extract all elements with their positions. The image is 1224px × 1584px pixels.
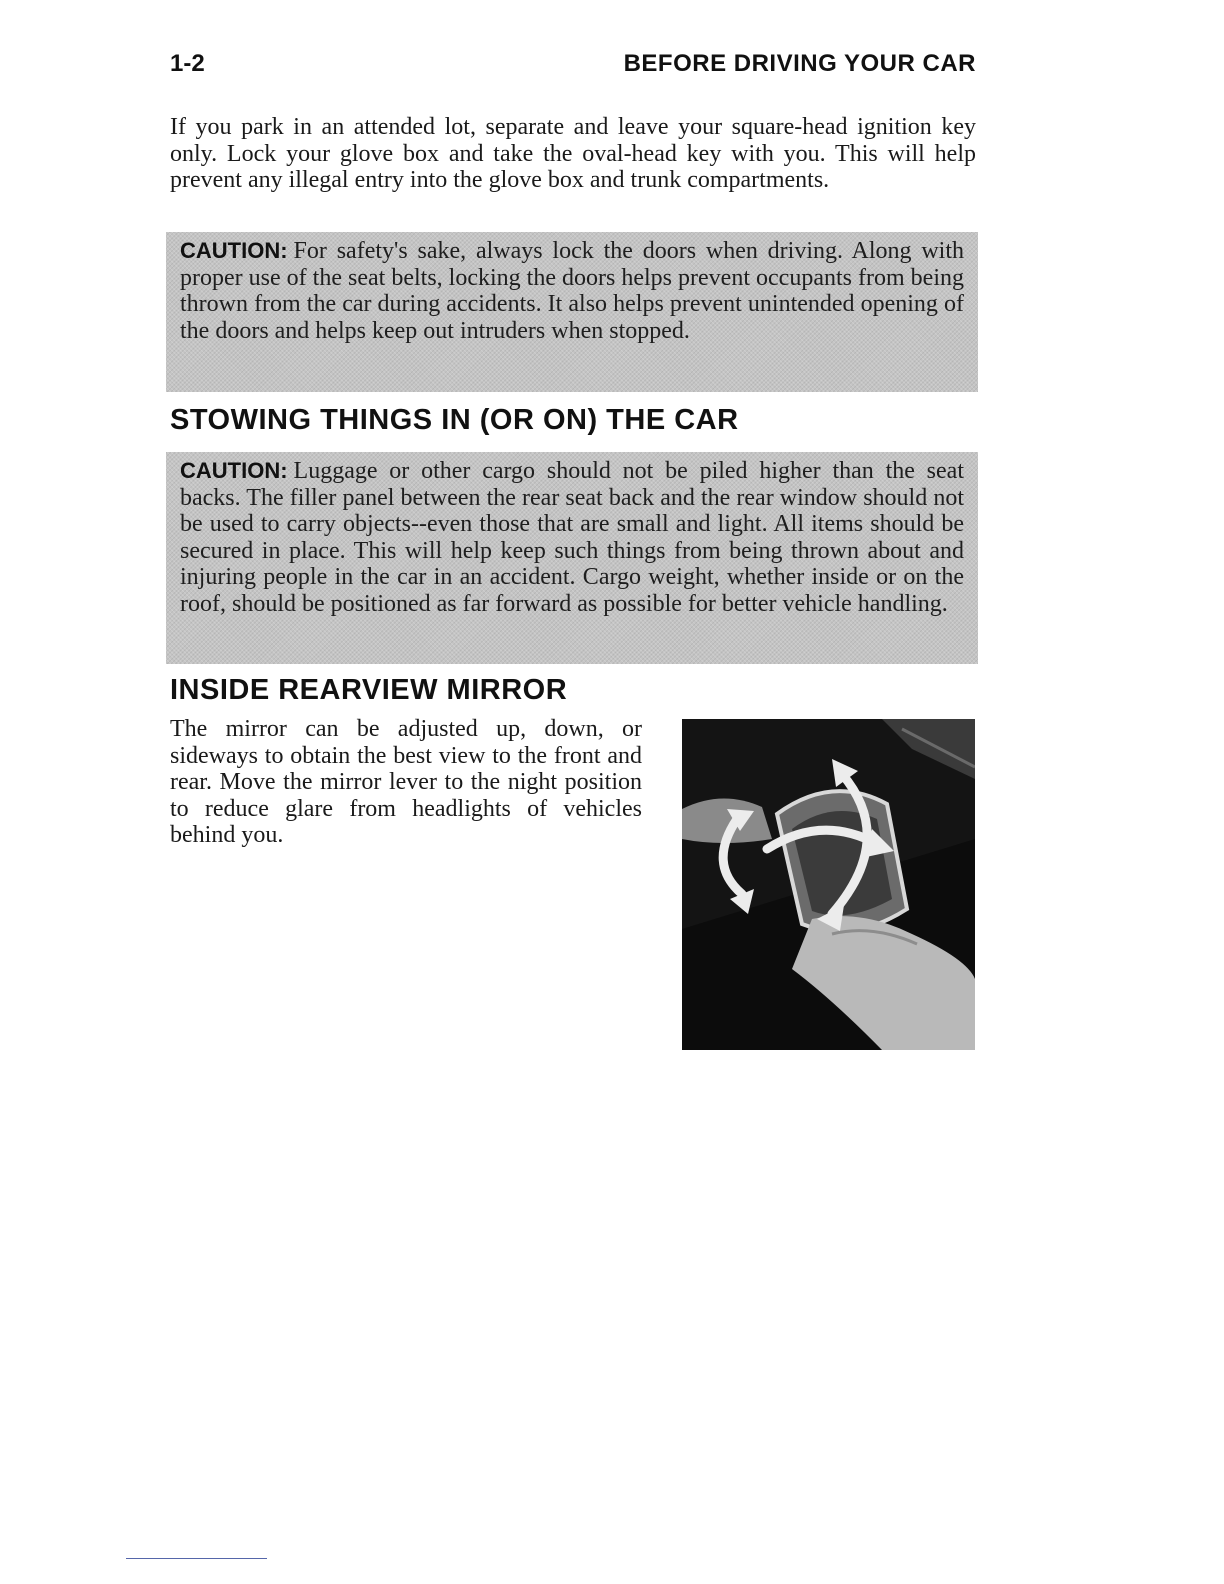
caution-text: For safety's sake, always lock the doors when driving. Along with proper use of the seat belts, locking the doors helps prevent occupants from being thrown from the car during accidents. It also helps prevent unintended opening of the doors and helps keep out intruders when stopped. <box>180 238 964 344</box>
caution-label: CAUTION: <box>180 458 288 483</box>
caution-box-cargo <box>166 452 978 664</box>
section-heading-stowing: STOWING THINGS IN (OR ON) THE CAR <box>170 404 739 436</box>
caution-box-door-locks <box>166 232 978 392</box>
intro-paragraph: If you park in an attended lot, separate and leave your square-head ignition key only. Lock your glove box and take the oval-head key with you. This will help prevent any illegal entry into the glove box and trunk compartments. <box>170 114 976 193</box>
footer-rule <box>126 1558 267 1559</box>
page-header <box>170 50 976 82</box>
mirror-instructions: The mirror can be adjusted up, down, or sideways to obtain the best view to the front and rear. Move the mirror lever to the night position to reduce glare from headlights of vehicles behind you. <box>170 716 642 848</box>
section-heading-mirror: INSIDE REARVIEW MIRROR <box>170 674 568 706</box>
running-section-title: BEFORE DRIVING YOUR CAR <box>623 50 976 77</box>
rearview-mirror-photo <box>682 719 975 1050</box>
caution-label: CAUTION: <box>180 238 288 263</box>
page-number: 1-2 <box>170 50 205 77</box>
mirror-adjustment-illustration <box>682 719 975 1050</box>
caution-text: Luggage or other cargo should not be piled higher than the seat backs. The filler panel between the rear seat back and the rear window should not be used to carry objects--even those that are small and light. All items should be secured in place. This will help keep such things from being thrown about and injuring people in the car in an accident. Cargo weight, whether inside or on the roof, should be positioned as far forward as possible for better vehicle handling. <box>180 458 964 617</box>
